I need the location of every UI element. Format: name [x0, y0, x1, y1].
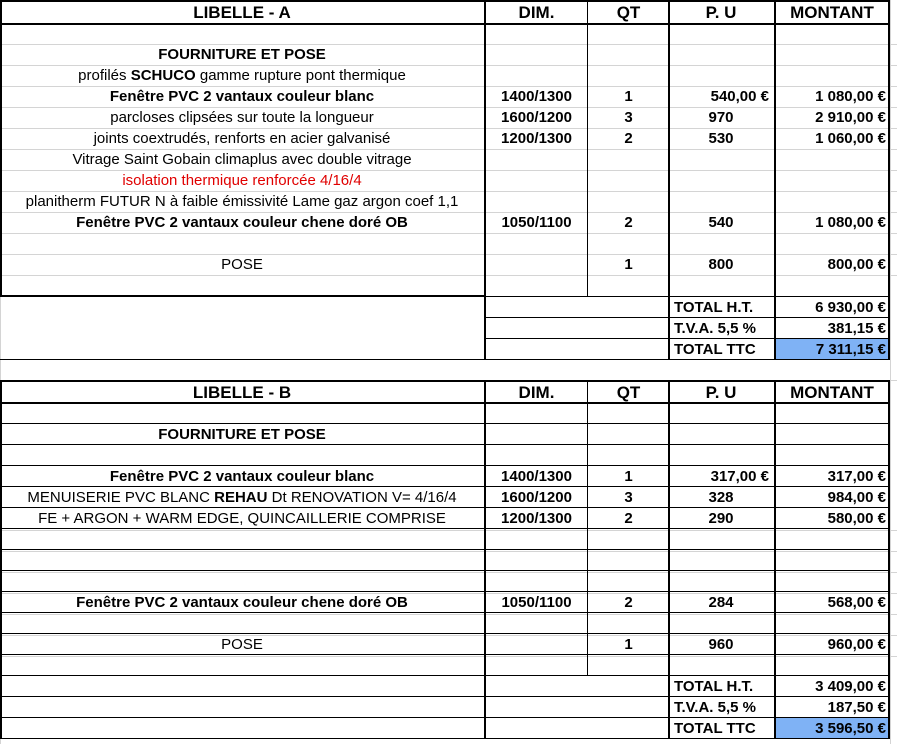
section-title-b: FOURNITURE ET POSE: [158, 426, 326, 443]
desc-row-planitherm: [0, 191, 897, 212]
table-row: Fenêtre PVC 2 vantaux couleur chene doré OB 1050/1100 2 540 1 080,00 €: [76, 214, 886, 231]
header-qt-b: QT: [616, 383, 641, 402]
total-ttc-row-b: TOTAL TTC 3 596,50 €: [674, 720, 886, 737]
header-dim-b: DIM.: [518, 383, 555, 402]
table-row: MENUISERIE PVC BLANC REHAU Dt RENOVATION V= 4/16/4 1600/1200 3 328 984,00 €: [27, 489, 886, 506]
section-title-a: FOURNITURE ET POSE: [158, 46, 326, 63]
total-ht-row-b: TOTAL H.T. 3 409,00 €: [674, 678, 886, 695]
header-pu-b: P. U: [705, 383, 737, 402]
total-ttc-value-b: 3 596,50 €: [776, 718, 888, 738]
desc-row-isolation: [0, 170, 897, 191]
header-libelle-a: LIBELLE - A: [193, 3, 291, 22]
desc-schuco: profilés SCHUCO gamme rupture pont thermique: [78, 67, 406, 84]
header-libelle-b: LIBELLE - B: [192, 383, 292, 402]
desc-isolation: isolation thermique renforcée 4/16/4: [122, 172, 362, 189]
tva-row-a: T.V.A. 5,5 % 381,15 €: [674, 320, 886, 337]
desc-vitrage: Vitrage Saint Gobain climaplus avec double vitrage: [72, 151, 412, 168]
desc-row-vitrage: [0, 149, 897, 170]
total-ttc-value-a: 7 311,15 €: [776, 339, 888, 359]
header-row-b: [0, 382, 897, 403]
table-row: joints coextrudés, renforts en acier galvanisé 1200/1300 2 530 1 060,00 €: [93, 130, 886, 147]
desc-planitherm: planitherm FUTUR N à faible émissivité Lame gaz argon coef 1,1: [25, 193, 459, 210]
header-row-a: [0, 2, 897, 23]
pose-row-a: POSE 1 800 800,00 €: [221, 256, 886, 273]
header-montant-b: MONTANT: [790, 383, 874, 402]
table-row: Fenêtre PVC 2 vantaux couleur chene doré OB 1050/1100 2 284 568,00 €: [76, 594, 886, 611]
title-row-a: [0, 44, 897, 65]
header-dim-a: DIM.: [518, 3, 555, 22]
table-row: FE + ARGON + WARM EDGE, QUINCAILLERIE COMPRISE 1200/1300 2 290 580,00 €: [38, 510, 886, 527]
title-row-b: [0, 424, 897, 445]
desc-row-schuco: [0, 65, 897, 86]
table-row: parcloses clipsées sur toute la longueur 1600/1200 3 970 2 910,00 €: [110, 109, 886, 126]
header-qt-a: QT: [616, 3, 641, 22]
total-ht-row-a: TOTAL H.T. 6 930,00 €: [674, 299, 886, 316]
header-montant-a: MONTANT: [790, 3, 874, 22]
table-row: Fenêtre PVC 2 vantaux couleur blanc 1400/1300 1 540,00 € 1 080,00 €: [109, 88, 886, 105]
total-ttc-row-a: TOTAL TTC 7 311,15 €: [674, 341, 886, 358]
header-pu-a: P. U: [705, 3, 737, 22]
pose-row-b: POSE 1 960 960,00 €: [221, 636, 886, 653]
table-row: Fenêtre PVC 2 vantaux couleur blanc 1400/1300 1 317,00 € 317,00 €: [109, 468, 886, 485]
tva-row-b: T.V.A. 5,5 % 187,50 €: [674, 699, 886, 716]
